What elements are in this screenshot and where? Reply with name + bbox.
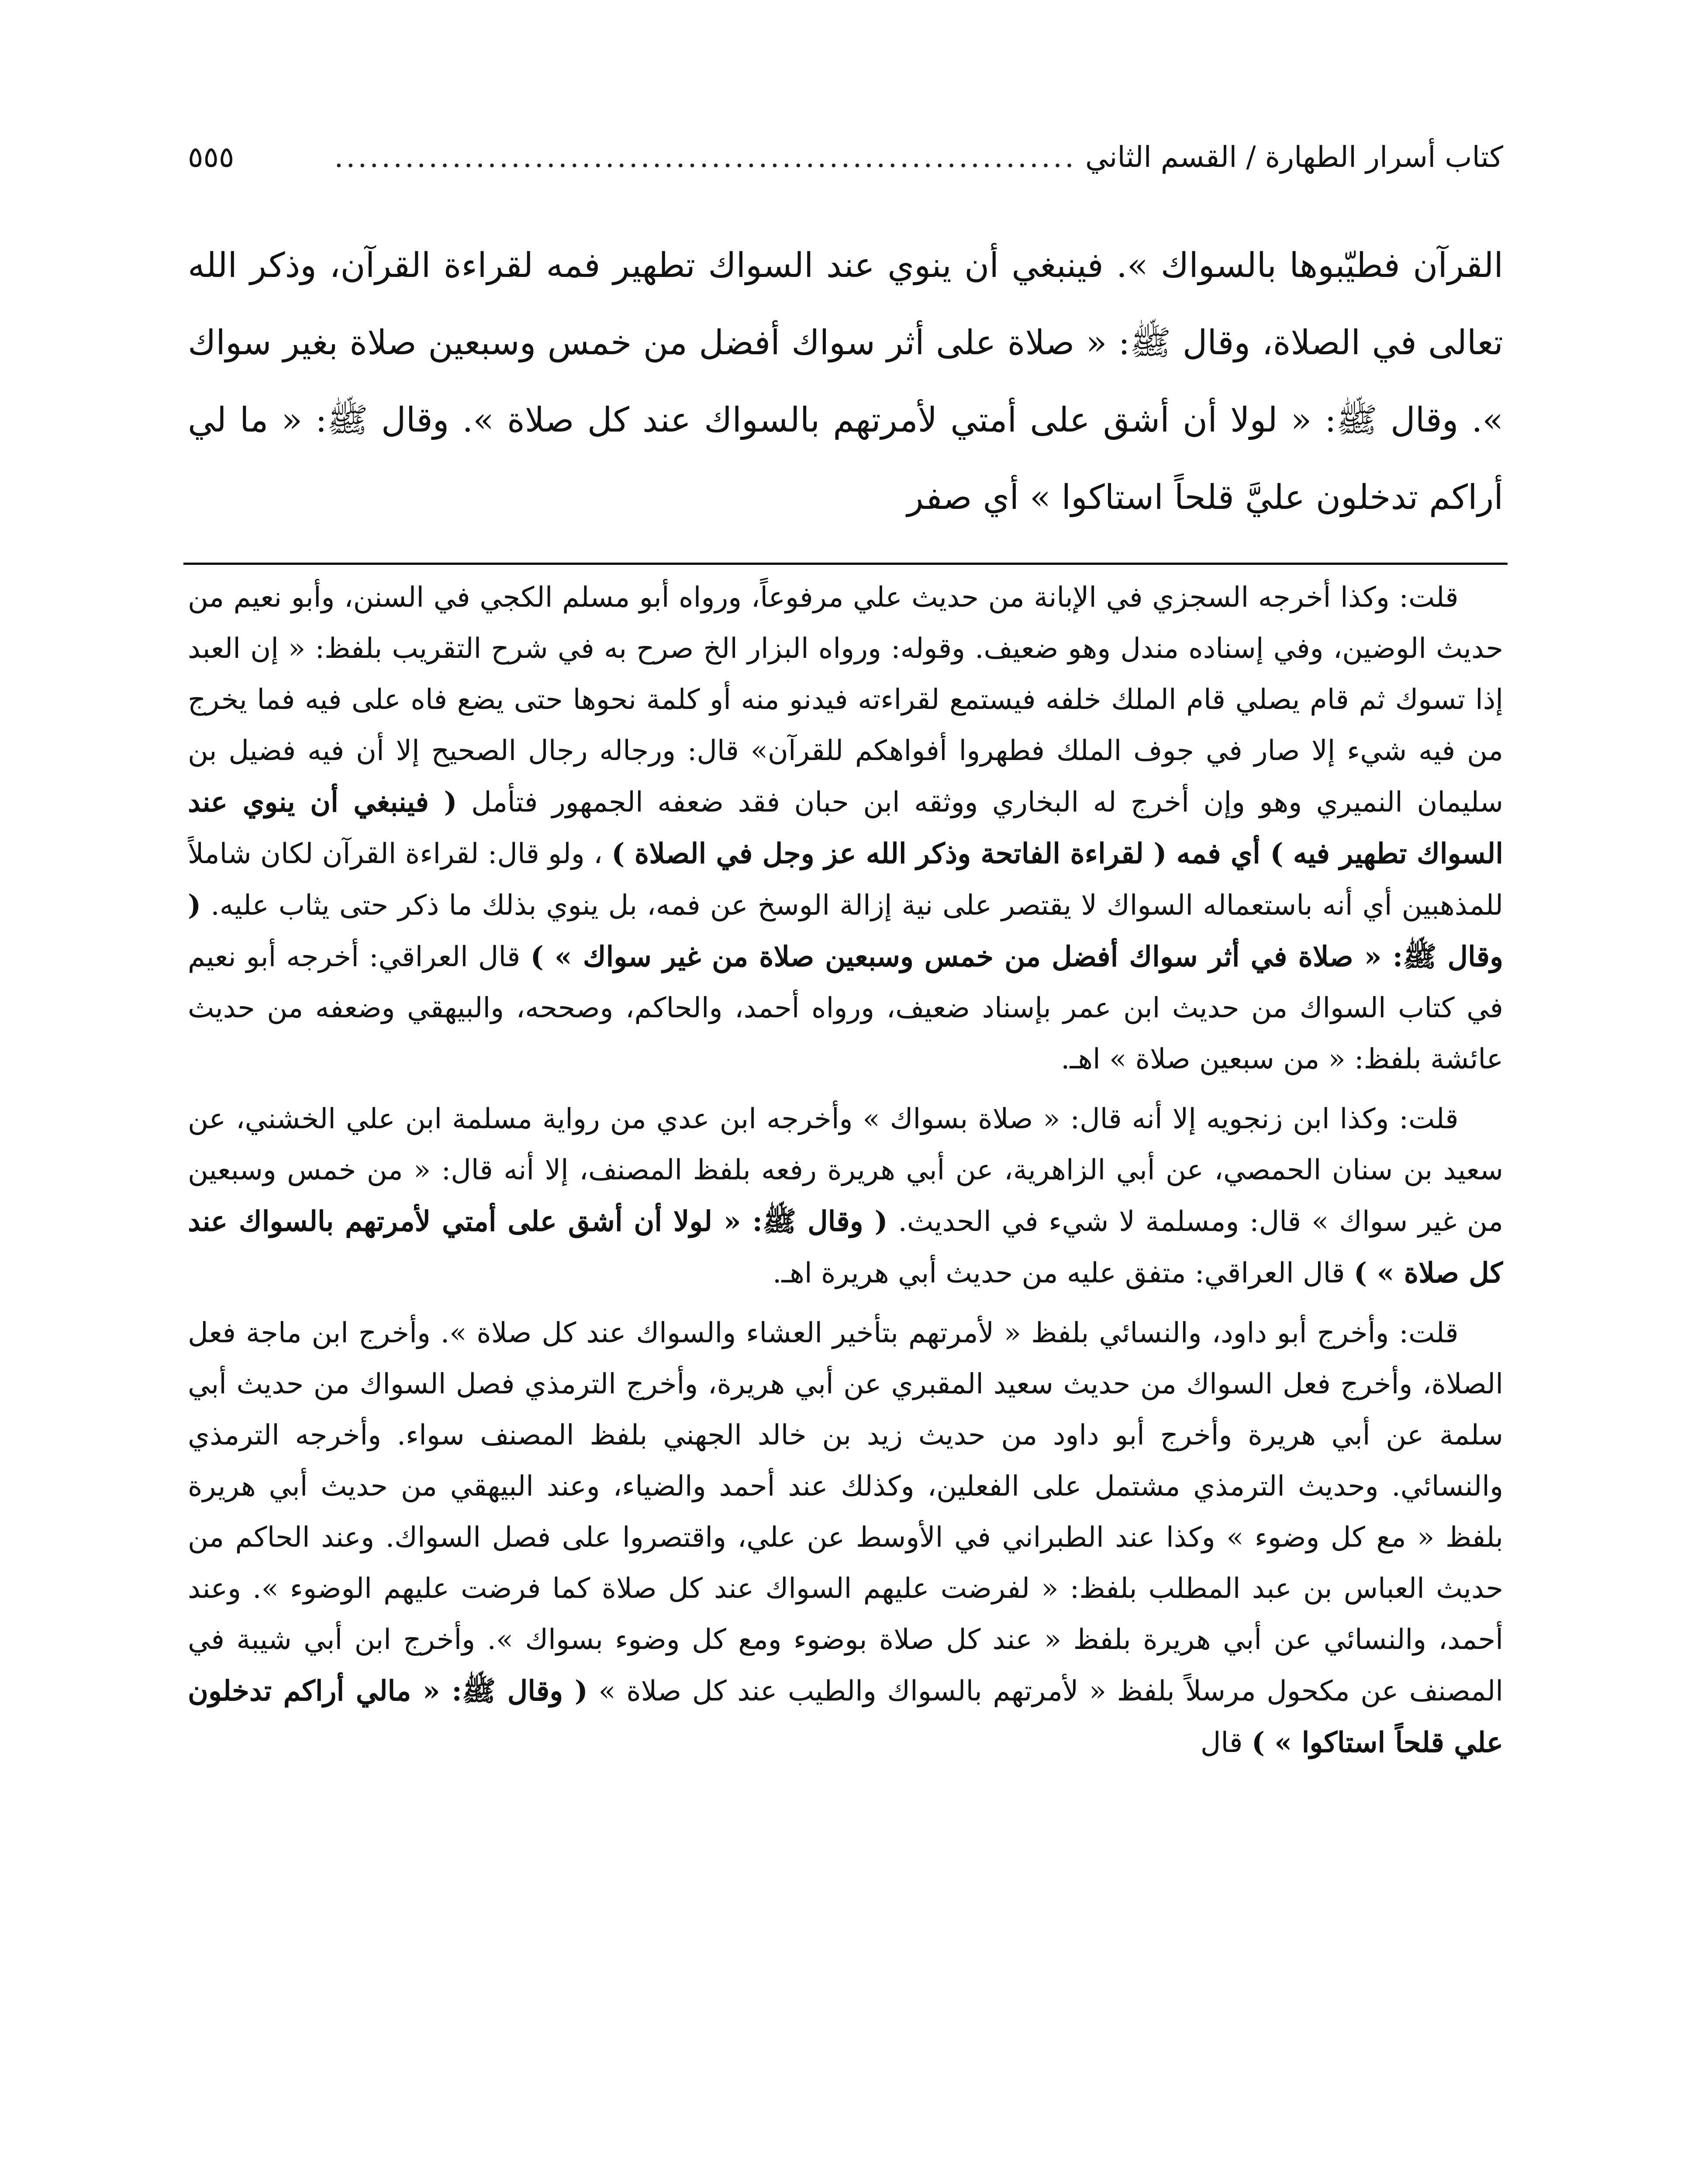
commentary-paragraph-1 [188,572,1503,1085]
page-number: ٥٥٥ [188,140,235,174]
main-text [188,227,1503,555]
page-header [188,131,1503,183]
commentary-paragraph-2 [188,1094,1503,1299]
quoted-text: ( وقال ﷺ: « مالي أراكم تدخلون علي قلحاً استاكوا » ) [188,1675,1503,1759]
commentary-text: قلت: وكذا ابن زنجويه إلا أنه قال: « صلاة بسواك » وأخرجه ابن عدي من رواية مسلمة ابن علي الخشني، عن سعيد بن سنان الحمصي، عن أبي الزاهرية، عن أبي هريرة رفعه بلفظ المصنف، إلا أنه قال: « من خمس وسبعين من غير سواك » قال: ومسلمة لا شيء في الحديث. [188,1103,1503,1238]
quoted-text: ( وقال ﷺ: « صلاة في أثر سواك أفضل من خمس وسبعين صلاة من غير سواك » ) [188,889,1503,973]
commentary-text: قلت: وأخرج أبو داود، والنسائي بلفظ « لأمرتهم بتأخير العشاء والسواك عند كل صلاة ». وأخرج ابن ماجة فعل الصلاة، وأخرج فعل السواك من حديث سعيد المقبري عن أبي هريرة، وأخرج الترمذي فصل السواك من حديث أبي سلمة عن أبي هريرة وأخرج أبو داود من حديث زيد بن خالد الجهني بلفظ المصنف سواء. وأخرجه الترمذي والنسائي. وحديث الترمذي مشتمل على الفعلين، وكذلك عند أحمد والضياء، وعند البيهقي من حديث أبي هريرة بلفظ « مع كل وضوء » وكذا عند الطبراني في الأوسط عن علي، واقتصروا على فصل السواك. وعند الحاكم من حديث العباس بن عبد المطلب بلفظ: « لفرضت عليهم السواك عند كل صلاة كما فرضت عليهم الوضوء ». وعند أحمد، والنسائي عن أبي هريرة بلفظ « عند كل صلاة بوضوء ومع كل وضوء بسواك ». وأخرج ابن أبي شيبة في المصنف عن مكحول مرسلاً بلفظ « لأمرتهم بالسواك والطيب عند كل صلاة » [188,1317,1503,1707]
leader-dots: ............................................................... [334,140,1077,174]
commentary-text: قلت: وكذا أخرجه السجزي في الإبانة من حديث علي مرفوعاً، ورواه أبو مسلم الكجي في السنن، وأبو نعيم من حديث الوضين، وفي إسناده مندل وهو ضعيف. وقوله: ورواه البزار الخ صرح به في شرح التقريب بلفظ: « إن العبد إذا تسوك ثم قام يصلي قام الملك خلفه فيستمع لقراءته فيدنو منه أو كلمة نحوها حتى يضع فاه على فيه فما يخرج من فيه شيء إلا صار في جوف الملك فطهروا أفواهكم للقرآن» قال: ورجاله رجال الصحيح إلا أن فيه فضيل بن سليمان النميري وهو وإن أخرج له البخاري ووثقه ابن حبان فقد ضعفه الجمهور فتأمل [188,581,1503,819]
commentary-text: ، ولو قال: لقراءة القرآن لكان شاملاً للمذهبين أي أنه باستعماله السواك لا يقتصر على نية إزالة الوسخ عن فمه، بل ينوي بذلك ما ذكر حتى يثاب عليه. [188,838,1503,922]
divider-rule [183,563,1508,565]
running-title: كتاب أسرار الطهارة / القسم الثاني [1085,140,1503,174]
quoted-text: ( فينبغي أن ينوي عند السواك تطهير فيه ) أي فمه ( لقراءة الفاتحة وذكر الله عز وجل في الصلاة ) [188,786,1503,870]
commentary-paragraph-3 [188,1308,1503,1769]
commentary-text: قال العراقي: متفق عليه من حديث أبي هريرة اهـ. [773,1257,1345,1289]
commentary-text: قال العراقي: أخرجه أبو نعيم في كتاب السواك من حديث ابن عمر بإسناد ضعيف، ورواه أحمد، والحاكم، وصححه، والبيهقي وضعفه من حديث عائشة بلفظ: « من سبعين صلاة » اهـ. [188,941,1503,1075]
commentary-text: قال [1200,1727,1243,1759]
main-paragraph: القرآن فطيّبوها بالسواك ». فينبغي أن ينوي عند السواك تطهير فمه لقراءة القرآن، وذكر الله تعالى في الصلاة، وقال ﷺ: « صلاة على أثر سواك أفضل من خمس وسبعين صلاة بغير سواك ». وقال ﷺ: « لولا أن أشق على أمتي لأمرتهم بالسواك عند كل صلاة ». وقال ﷺ: « ما لي أراكم تدخلون عليَّ قلحاً استاكوا » أي صفر [188,246,1503,517]
commentary-section [188,572,1503,2184]
quoted-text: ( وقال ﷺ: « لولا أن أشق على أمتي لأمرتهم بالسواك عند كل صلاة » ) [188,1205,1503,1289]
